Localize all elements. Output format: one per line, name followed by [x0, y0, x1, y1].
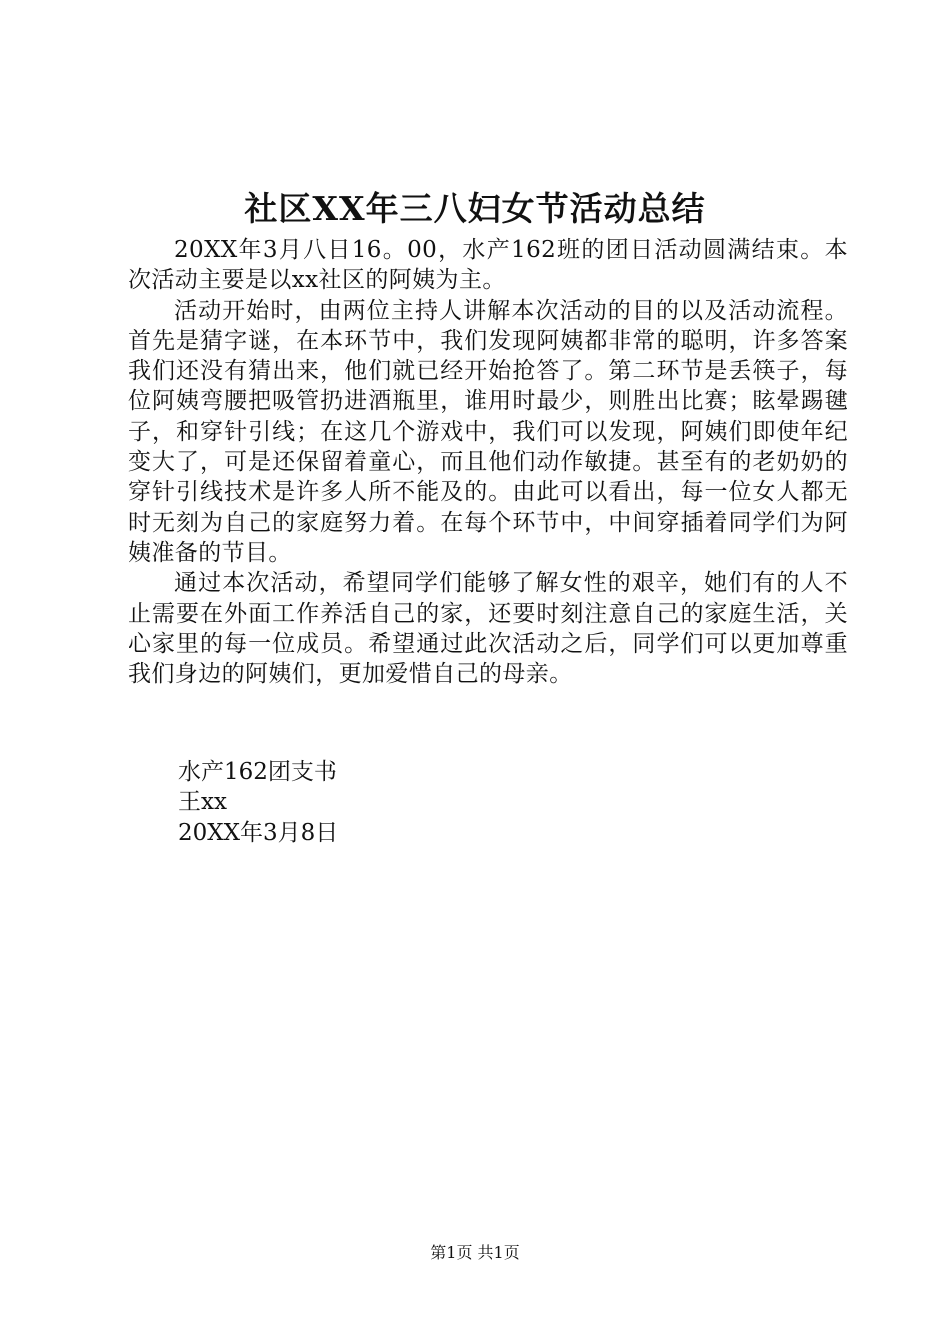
page-footer: 第1页 共1页 — [430, 1243, 520, 1262]
signature-name: 王xx — [178, 789, 227, 816]
document-title: 社区XX年三八妇女节活动总结 — [244, 189, 706, 228]
paragraph-intro: 20XX年3月八日16。00，水产162班的团日活动圆满结束。本次活动主要是以xx社区的阿姨为主。 — [128, 237, 848, 294]
signature-block — [178, 757, 338, 848]
paragraph-activities: 活动开始时，由两位主持人讲解本次活动的目的以及活动流程。首先是猜字谜，在本环节中，我们发现阿姨都非常的聪明，许多答案我们还没有猜出来，他们就已经开始抢答了。第二环节是丢筷子，每位阿姨弯腰把吸管扔进酒瓶里，谁用时最少，则胜出比赛；眩晕踢毽子，和穿针引线；在这几个游戏中，我们可以发现，阿姨们即使年纪变大了，可是还保留着童心，而且他们动作敏捷。甚至有的老奶奶的穿针引线技术是许多人所不能及的。由此可以看出，每一位女人都无时无刻为自己的家庭努力着。在每个环节中，中间穿插着同学们为阿姨准备的节目。 — [128, 297, 848, 566]
signature-date: 20XX年3月8日 — [178, 819, 339, 846]
paragraph-conclusion: 通过本次活动，希望同学们能够了解女性的艰辛，她们有的人不止需要在外面工作养活自己的家，还要时刻注意自己的家庭生活，关心家里的每一位成员。希望通过此次活动之后，同学们可以更加尊重我们身边的阿姨们，更加爱惜自己的母亲。 — [128, 570, 848, 688]
signature-org: 水产162团支书 — [178, 759, 337, 785]
document-body — [128, 235, 848, 689]
